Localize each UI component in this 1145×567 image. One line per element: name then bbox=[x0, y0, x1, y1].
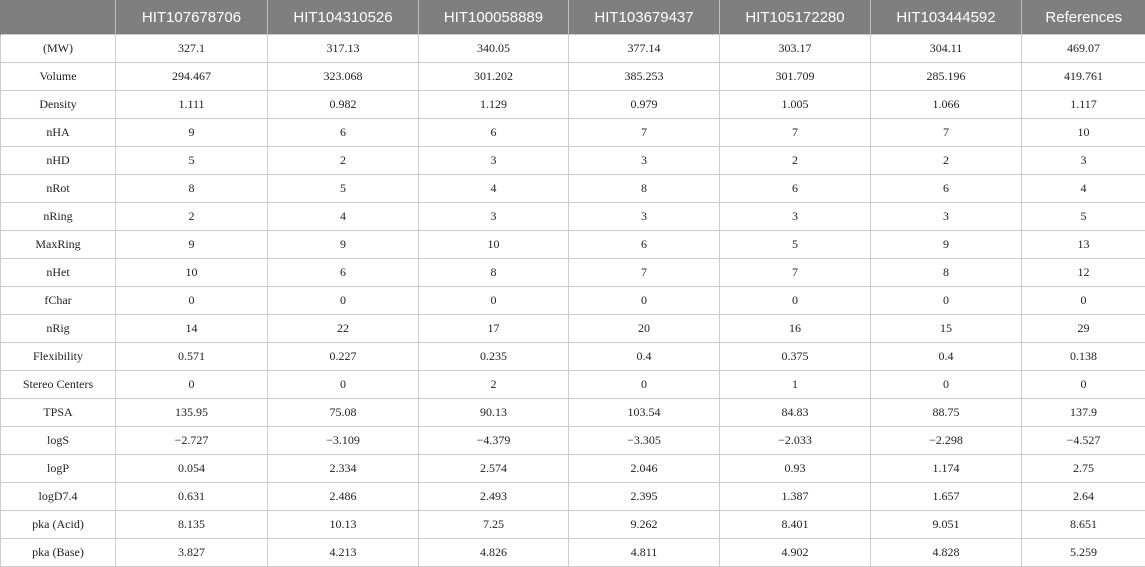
table-cell: 323.068 bbox=[268, 63, 419, 91]
table-cell: 3 bbox=[569, 147, 720, 175]
table-cell: 13 bbox=[1022, 231, 1145, 259]
table-cell: 20 bbox=[569, 315, 720, 343]
table-cell: 1.129 bbox=[419, 91, 569, 119]
table-cell: 0.979 bbox=[569, 91, 720, 119]
row-label: Stereo Centers bbox=[1, 371, 116, 399]
table-cell: 1.066 bbox=[871, 91, 1022, 119]
table-cell: 327.1 bbox=[116, 35, 268, 63]
table-row bbox=[1, 539, 1145, 567]
table-cell: 304.11 bbox=[871, 35, 1022, 63]
table-cell: 1.174 bbox=[871, 455, 1022, 483]
table-cell: −4.527 bbox=[1022, 427, 1145, 455]
table-row bbox=[1, 203, 1145, 231]
table-cell: 6 bbox=[871, 175, 1022, 203]
table-cell: 0 bbox=[116, 287, 268, 315]
table-cell: 4 bbox=[268, 203, 419, 231]
table-cell: 1 bbox=[720, 371, 871, 399]
table-cell: 301.202 bbox=[419, 63, 569, 91]
row-label: Flexibility bbox=[1, 343, 116, 371]
table-cell: 7.25 bbox=[419, 511, 569, 539]
table-cell: 6 bbox=[569, 231, 720, 259]
table-cell: 0.227 bbox=[268, 343, 419, 371]
row-label: Density bbox=[1, 91, 116, 119]
row-label: nRot bbox=[1, 175, 116, 203]
table-cell: 84.83 bbox=[720, 399, 871, 427]
table-cell: 0 bbox=[871, 371, 1022, 399]
table-cell: 2.395 bbox=[569, 483, 720, 511]
table-cell: 0 bbox=[1022, 287, 1145, 315]
table-cell: 0.054 bbox=[116, 455, 268, 483]
table-cell: 4.828 bbox=[871, 539, 1022, 567]
table-cell: 9.051 bbox=[871, 511, 1022, 539]
table-cell: 9.262 bbox=[569, 511, 720, 539]
table-cell: 0.4 bbox=[871, 343, 1022, 371]
table-cell: 6 bbox=[268, 119, 419, 147]
header-hit105172280: HIT105172280 bbox=[720, 0, 871, 35]
table-cell: 4.826 bbox=[419, 539, 569, 567]
table-cell: 4.811 bbox=[569, 539, 720, 567]
table-cell: 469.07 bbox=[1022, 35, 1145, 63]
table-cell: 0.93 bbox=[720, 455, 871, 483]
table-row bbox=[1, 175, 1145, 203]
header-hit103444592: HIT103444592 bbox=[871, 0, 1022, 35]
table-cell: 6 bbox=[419, 119, 569, 147]
table-cell: 2.486 bbox=[268, 483, 419, 511]
table-cell: 3.827 bbox=[116, 539, 268, 567]
table-cell: 5.259 bbox=[1022, 539, 1145, 567]
table-cell: 419.761 bbox=[1022, 63, 1145, 91]
table-row bbox=[1, 371, 1145, 399]
table-cell: 385.253 bbox=[569, 63, 720, 91]
table-cell: 1.657 bbox=[871, 483, 1022, 511]
table-cell: 103.54 bbox=[569, 399, 720, 427]
table-cell: 3 bbox=[569, 203, 720, 231]
table-cell: 2.334 bbox=[268, 455, 419, 483]
table-cell: 10 bbox=[116, 259, 268, 287]
table-cell: −2.298 bbox=[871, 427, 1022, 455]
table-cell: 1.005 bbox=[720, 91, 871, 119]
table-row bbox=[1, 147, 1145, 175]
table-cell: 7 bbox=[569, 259, 720, 287]
row-label: TPSA bbox=[1, 399, 116, 427]
table-cell: 3 bbox=[720, 203, 871, 231]
table-cell: 4.213 bbox=[268, 539, 419, 567]
table-cell: 0 bbox=[569, 371, 720, 399]
table-cell: 8.401 bbox=[720, 511, 871, 539]
table-row bbox=[1, 259, 1145, 287]
row-label: fChar bbox=[1, 287, 116, 315]
table-cell: 10.13 bbox=[268, 511, 419, 539]
table-row bbox=[1, 91, 1145, 119]
table-cell: 0 bbox=[268, 287, 419, 315]
row-label: logP bbox=[1, 455, 116, 483]
table-cell: 4 bbox=[1022, 175, 1145, 203]
table-cell: 0 bbox=[1022, 371, 1145, 399]
table-cell: 8.651 bbox=[1022, 511, 1145, 539]
table-cell: 10 bbox=[419, 231, 569, 259]
table-cell: 7 bbox=[871, 119, 1022, 147]
table-cell: 16 bbox=[720, 315, 871, 343]
header-corner bbox=[1, 0, 116, 35]
table-cell: 137.9 bbox=[1022, 399, 1145, 427]
table-row bbox=[1, 427, 1145, 455]
header-row bbox=[1, 0, 1145, 35]
row-label: Volume bbox=[1, 63, 116, 91]
table-cell: 303.17 bbox=[720, 35, 871, 63]
table-cell: 0 bbox=[871, 287, 1022, 315]
table-body bbox=[1, 35, 1145, 567]
table-cell: 0 bbox=[268, 371, 419, 399]
table-cell: 17 bbox=[419, 315, 569, 343]
table-cell: 285.196 bbox=[871, 63, 1022, 91]
table-cell: 2.493 bbox=[419, 483, 569, 511]
table-cell: 90.13 bbox=[419, 399, 569, 427]
table-cell: 12 bbox=[1022, 259, 1145, 287]
table-row bbox=[1, 455, 1145, 483]
table-row bbox=[1, 63, 1145, 91]
table-cell: 0.235 bbox=[419, 343, 569, 371]
table-cell: −3.109 bbox=[268, 427, 419, 455]
table-cell: 8 bbox=[116, 175, 268, 203]
table-cell: 2 bbox=[419, 371, 569, 399]
table-cell: 0.982 bbox=[268, 91, 419, 119]
table-cell: 9 bbox=[116, 231, 268, 259]
table-row bbox=[1, 119, 1145, 147]
header-hit107678706: HIT107678706 bbox=[116, 0, 268, 35]
table-cell: 2 bbox=[268, 147, 419, 175]
table-row bbox=[1, 511, 1145, 539]
table-cell: 3 bbox=[419, 203, 569, 231]
header-hit104310526: HIT104310526 bbox=[268, 0, 419, 35]
table-cell: 75.08 bbox=[268, 399, 419, 427]
table-cell: 7 bbox=[569, 119, 720, 147]
table-cell: 4 bbox=[419, 175, 569, 203]
table-cell: −2.727 bbox=[116, 427, 268, 455]
table-cell: 301.709 bbox=[720, 63, 871, 91]
table-cell: 0 bbox=[419, 287, 569, 315]
row-label: logD7.4 bbox=[1, 483, 116, 511]
table-cell: 6 bbox=[268, 259, 419, 287]
table-cell: 7 bbox=[720, 259, 871, 287]
table-cell: 9 bbox=[116, 119, 268, 147]
table-cell: 294.467 bbox=[116, 63, 268, 91]
row-label: nRing bbox=[1, 203, 116, 231]
table-cell: 9 bbox=[871, 231, 1022, 259]
table-cell: 135.95 bbox=[116, 399, 268, 427]
table-row bbox=[1, 231, 1145, 259]
table-cell: 6 bbox=[720, 175, 871, 203]
table-cell: 2 bbox=[871, 147, 1022, 175]
row-label: (MW) bbox=[1, 35, 116, 63]
table-cell: 2.046 bbox=[569, 455, 720, 483]
table-cell: 9 bbox=[268, 231, 419, 259]
table-cell: 14 bbox=[116, 315, 268, 343]
row-label: nHet bbox=[1, 259, 116, 287]
row-label: nRig bbox=[1, 315, 116, 343]
table-cell: 1.111 bbox=[116, 91, 268, 119]
table-cell: 7 bbox=[720, 119, 871, 147]
table-row bbox=[1, 35, 1145, 63]
table-cell: 0.375 bbox=[720, 343, 871, 371]
table-cell: 3 bbox=[1022, 147, 1145, 175]
table-cell: 2.64 bbox=[1022, 483, 1145, 511]
table-row bbox=[1, 315, 1145, 343]
header-hit103679437: HIT103679437 bbox=[569, 0, 720, 35]
table-cell: 22 bbox=[268, 315, 419, 343]
table-cell: 8 bbox=[569, 175, 720, 203]
table-cell: 88.75 bbox=[871, 399, 1022, 427]
table-cell: 5 bbox=[1022, 203, 1145, 231]
header-hit100058889: HIT100058889 bbox=[419, 0, 569, 35]
table-cell: 0.631 bbox=[116, 483, 268, 511]
table-cell: 2.574 bbox=[419, 455, 569, 483]
table-row bbox=[1, 483, 1145, 511]
header-references: References bbox=[1022, 0, 1145, 35]
table-cell: 0 bbox=[720, 287, 871, 315]
table-cell: 0 bbox=[569, 287, 720, 315]
table-cell: 1.117 bbox=[1022, 91, 1145, 119]
row-label: MaxRing bbox=[1, 231, 116, 259]
table-cell: 0.571 bbox=[116, 343, 268, 371]
table-cell: 5 bbox=[116, 147, 268, 175]
row-label: pka (Base) bbox=[1, 539, 116, 567]
table-row bbox=[1, 399, 1145, 427]
table-cell: 3 bbox=[871, 203, 1022, 231]
table-cell: −3.305 bbox=[569, 427, 720, 455]
table-cell: 10 bbox=[1022, 119, 1145, 147]
table-cell: 2 bbox=[116, 203, 268, 231]
row-label: nHD bbox=[1, 147, 116, 175]
table-cell: −4.379 bbox=[419, 427, 569, 455]
table-cell: 1.387 bbox=[720, 483, 871, 511]
table-cell: 2.75 bbox=[1022, 455, 1145, 483]
row-label: nHA bbox=[1, 119, 116, 147]
table-cell: 2 bbox=[720, 147, 871, 175]
table-cell: 340.05 bbox=[419, 35, 569, 63]
table-cell: 377.14 bbox=[569, 35, 720, 63]
table-cell: 5 bbox=[720, 231, 871, 259]
table-cell: 3 bbox=[419, 147, 569, 175]
table-cell: 0.138 bbox=[1022, 343, 1145, 371]
table-cell: 15 bbox=[871, 315, 1022, 343]
table-cell: 8.135 bbox=[116, 511, 268, 539]
row-label: logS bbox=[1, 427, 116, 455]
table-cell: 8 bbox=[419, 259, 569, 287]
table-cell: 29 bbox=[1022, 315, 1145, 343]
table-cell: 0 bbox=[116, 371, 268, 399]
table-cell: 317.13 bbox=[268, 35, 419, 63]
table-cell: 8 bbox=[871, 259, 1022, 287]
table-row bbox=[1, 343, 1145, 371]
row-label: pka (Acid) bbox=[1, 511, 116, 539]
table-cell: −2.033 bbox=[720, 427, 871, 455]
table-cell: 5 bbox=[268, 175, 419, 203]
table-cell: 4.902 bbox=[720, 539, 871, 567]
table-cell: 0.4 bbox=[569, 343, 720, 371]
table-row bbox=[1, 287, 1145, 315]
